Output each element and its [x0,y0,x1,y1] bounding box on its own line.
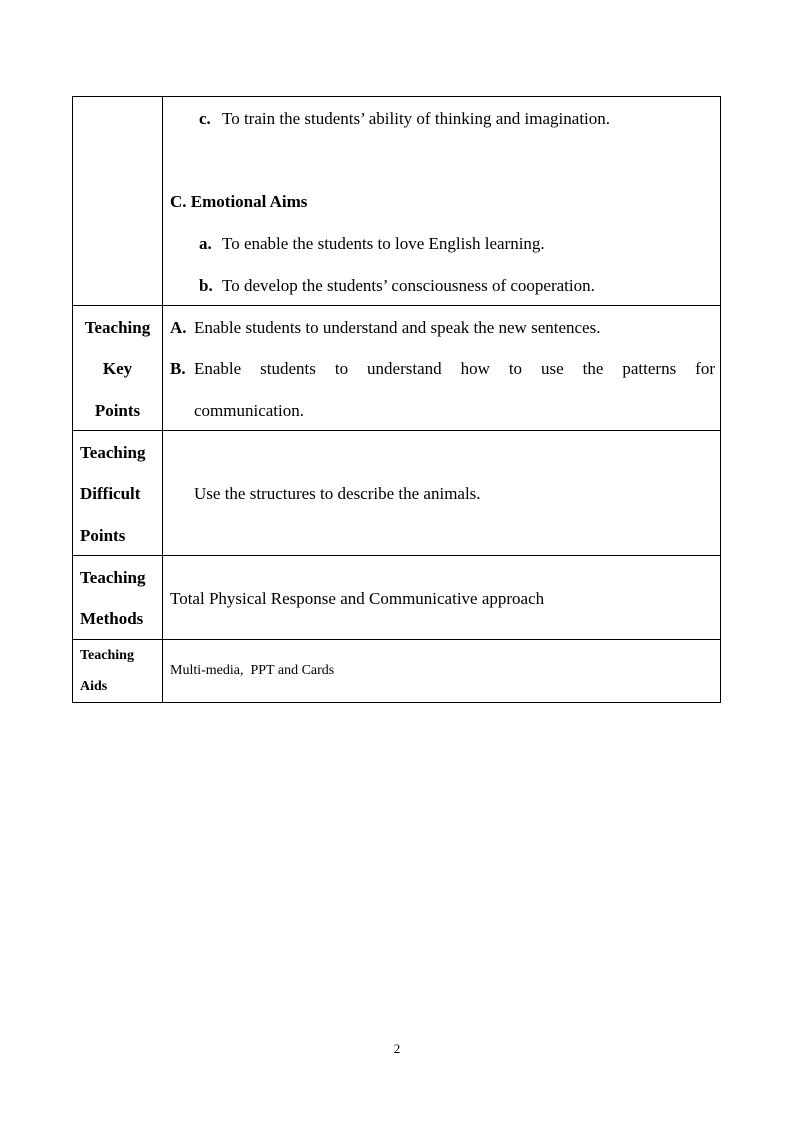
item-c-text: To train the students’ ability of thinking and imagination. [222,109,611,128]
methods-label-line1: Teaching [80,568,146,587]
page-number: 2 [393,1041,401,1056]
methods-content-cell [163,556,721,640]
key-points-label-line2: Key [102,359,133,378]
methods-text: Total Physical Response and Communicative approach [170,589,545,608]
key-points-content-cell [163,306,721,431]
key-point-a-marker: A. [170,318,187,337]
key-points-label-cell [73,306,163,431]
difficult-points-row [73,431,721,556]
aims-row [73,97,721,306]
lesson-plan-table [72,96,721,703]
aids-label-line1: Teaching [80,648,134,663]
aids-label-cell [73,640,163,703]
aims-content-cell [163,97,721,306]
difficult-points-label-line2: Difficult [80,484,141,503]
key-point-b-marker: B. [170,359,186,378]
emotional-item-b-text: To develop the students’ consciousness of cooperation. [222,276,595,295]
difficult-points-content-cell [163,431,721,556]
key-point-a-text: Enable students to understand and speak the new sentences. [194,318,601,337]
difficult-points-label-cell [73,431,163,556]
methods-row [73,556,721,640]
difficult-points-text: Use the structures to describe the animals. [194,484,481,503]
key-point-b-text-line1: Enable students to understand how to use the patterns for [194,359,715,378]
key-points-label-line3: Points [94,401,141,420]
emotional-aims-heading: C. Emotional Aims [170,192,308,211]
aids-content-cell [163,640,721,703]
methods-label-cell [73,556,163,640]
aims-label-cell [73,97,163,306]
emotional-item-a-text: To enable the students to love English learning. [222,234,545,253]
difficult-points-label-line3: Points [80,526,126,545]
difficult-points-label-line1: Teaching [80,443,146,462]
key-point-b-text-line2: communication. [194,401,305,420]
aids-text: Multi-media, PPT and Cards [170,663,335,678]
methods-label-line2: Methods [80,609,144,628]
key-points-label-line1: Teaching [84,318,151,337]
emotional-item-b-marker: b. [199,276,213,295]
aids-label-line2: Aids [80,679,108,694]
aids-row [73,640,721,703]
emotional-item-a-marker: a. [199,234,212,253]
item-c-marker: c. [199,109,211,128]
key-points-row [73,306,721,431]
